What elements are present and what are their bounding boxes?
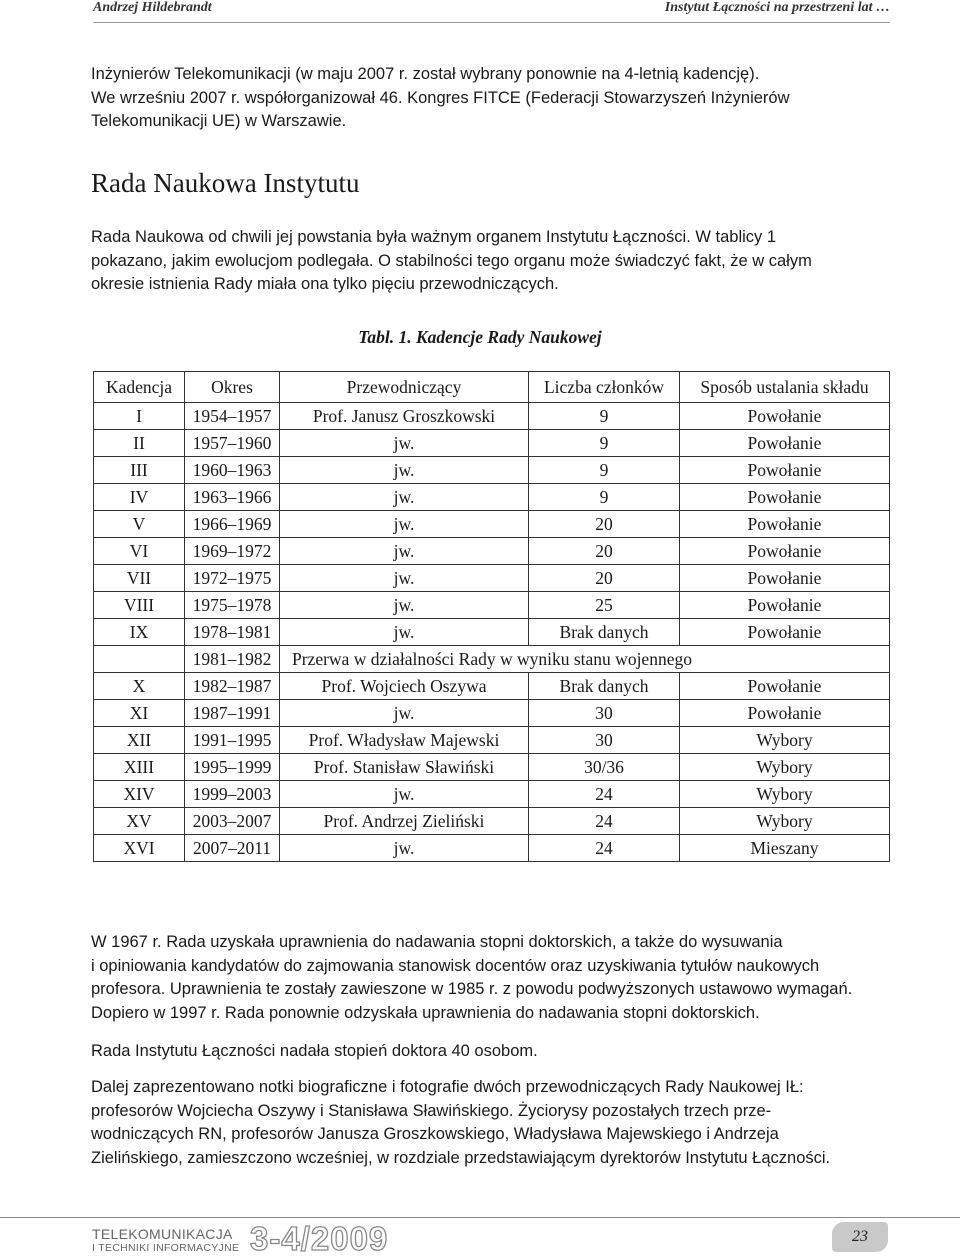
intro-paragraph [91,63,891,134]
cell-kadencja: XII [94,727,185,754]
paragraph-line: profesora. Uprawnienia te zostały zawieszone w 1985 r. z powodu podwyższonych ustawowo wymagań. [91,980,853,998]
column-header: Okres [185,372,280,403]
paragraph-line: wodniczących RN, profesorów Janusza Groszkowskiego, Władysława Majewskiego i Andrzeja [91,1125,779,1143]
cell-kadencja: X [94,673,185,700]
cell-okres: 2003–2007 [185,808,280,835]
cell-okres: 1975–1978 [185,592,280,619]
cell-kadencja: III [94,457,185,484]
issue-number: 3-4/2009 [250,1220,389,1257]
table-row [94,835,890,862]
cell-kadencja: I [94,403,185,430]
cell-okres: 1982–1987 [185,673,280,700]
cell-sposob: Mieszany [680,835,890,862]
cell-liczba: 25 [529,592,680,619]
page-footer [0,1210,960,1256]
table-header-row [94,372,890,403]
table-row [94,457,890,484]
cell-przewodniczacy: jw. [280,565,529,592]
cell-przewodniczacy: jw. [280,511,529,538]
cell-kadencja: VI [94,538,185,565]
section-paragraph [91,226,891,297]
cell-liczba: 24 [529,835,680,862]
cell-okres: 1960–1963 [185,457,280,484]
cell-kadencja: VIII [94,592,185,619]
cell-liczba: 24 [529,781,680,808]
cell-kadencja: IV [94,484,185,511]
cell-liczba: 20 [529,511,680,538]
paragraph-line: okresie istnienia Rady miała ona tylko pięciu przewodniczących. [91,275,559,293]
column-header: Kadencja [94,372,185,403]
table-row [94,484,890,511]
paragraph-line: Dalej zaprezentowano notki biograficzne i fotografie dwóch przewodniczących Rady Naukowej IŁ: [91,1078,804,1096]
column-header: Liczba członków [529,372,680,403]
cell-kadencja: VII [94,565,185,592]
cell-sposob: Powołanie [680,565,890,592]
table-row [94,592,890,619]
header-author: Andrzej Hildebrandt [93,0,212,15]
publication-subtitle: I TECHNIKI INFORMACYJNE [92,1242,240,1254]
cell-kadencja: XI [94,700,185,727]
paragraph-line: i opiniowania kandydatów do zajmowania stanowisk docentów oraz uzyskiwania tytułów naukowych [91,956,820,975]
cell-kadencja: XV [94,808,185,835]
cell-przewodniczacy: jw. [280,538,529,565]
cell-okres: 1954–1957 [185,403,280,430]
running-header [93,0,890,22]
cell-kadencja: V [94,511,185,538]
cell-przewodniczacy: jw. [280,592,529,619]
cell-okres: 1978–1981 [185,619,280,646]
table-row [94,538,890,565]
cell-kadencja: II [94,430,185,457]
cell-okres: 1991–1995 [185,727,280,754]
paragraph-biografie [91,1076,891,1170]
cell-liczba: 9 [529,430,680,457]
paragraph-uprawnienia [91,931,891,1025]
paragraph-doktoraty [91,1040,891,1064]
cell-przewodniczacy: jw. [280,781,529,808]
cell-sposob: Powołanie [680,484,890,511]
page-number: 23 [852,1228,868,1245]
cell-okres: 1966–1969 [185,511,280,538]
table-row [94,619,890,646]
cell-liczba: 20 [529,565,680,592]
table-row [94,781,890,808]
cell-okres: 1987–1991 [185,700,280,727]
table-row [94,727,890,754]
table-row [94,430,890,457]
table-caption: Tabl. 1. Kadencje Rady Naukowej [358,327,602,347]
cell-przewodniczacy: jw. [280,430,529,457]
cell-przewodniczacy: jw. [280,700,529,727]
table-row [94,700,890,727]
cell-sposob: Powołanie [680,511,890,538]
cell-przewodniczacy: jw. [280,619,529,646]
cell-przewodniczacy: jw. [280,484,529,511]
cell-sposob: Wybory [680,754,890,781]
table-row [94,511,890,538]
cell-przewodniczacy: Prof. Wojciech Oszywa [280,673,529,700]
cell-kadencja: XVI [94,835,185,862]
cell-przewodniczacy: Prof. Janusz Groszkowski [280,403,529,430]
section-heading: Rada Naukowa Instytutu [91,168,360,198]
cell-sposob: Powołanie [680,403,890,430]
paragraph-line: Rada Naukowa od chwili jej powstania była ważnym organem Instytutu Łączności. W tablicy 1 [91,228,777,246]
cell-liczba: 20 [529,538,680,565]
cell-sposob: Powołanie [680,673,890,700]
cell-sposob: Powołanie [680,457,890,484]
cell-przewodniczacy: jw. [280,835,529,862]
paragraph-line: pokazano, jakim ewolucjom podlegała. O stabilności tego organu może świadczyć fakt, że w całym [91,251,812,270]
cell-sposob: Wybory [680,781,890,808]
cell-sposob: Powołanie [680,430,890,457]
cell-liczba: Brak danych [529,619,680,646]
cell-przewodniczacy: Prof. Stanisław Sławiński [280,754,529,781]
cell-przewodniczacy: Prof. Andrzej Zieliński [280,808,529,835]
column-header: Sposób ustalania składu [680,372,890,403]
cell-sposob: Wybory [680,727,890,754]
paragraph-line: Dopiero w 1997 r. Rada ponownie odzyskała uprawnienia do nadawania stopni doktorskich. [91,1003,760,1022]
paragraph-line: Zielińskiego, zamieszczono wcześniej, w rozdziale przedstawiającym dyrektorów Instytutu Łączności. [91,1148,831,1167]
cell-sposob: Powołanie [680,538,890,565]
table-row-break [94,646,890,673]
footer-divider [0,1217,960,1218]
kadencje-table [93,371,890,862]
cell-liczba: 30 [529,700,680,727]
cell-liczba: 9 [529,403,680,430]
cell-liczba: 30 [529,727,680,754]
table-row [94,808,890,835]
cell-liczba: 30/36 [529,754,680,781]
intro-line: Inżynierów Telekomunikacji (w maju 2007 r. został wybrany ponownie na 4-letnią kadencję). [91,65,760,83]
cell-liczba: Brak danych [529,673,680,700]
intro-line: Telekomunikacji UE) w Warszawie. [91,112,347,130]
cell-okres: 1995–1999 [185,754,280,781]
cell-break-note: Przerwa w działalności Rady w wyniku stanu wojennego [280,646,890,673]
cell-kadencja: IX [94,619,185,646]
publication-name: TELEKOMUNIKACJA [92,1226,233,1242]
paragraph-line: Rada Instytutu Łączności nadała stopień doktora 40 osobom. [91,1042,538,1060]
cell-okres: 2007–2011 [185,835,280,862]
cell-sposob: Powołanie [680,592,890,619]
paragraph-line: profesorów Wojciecha Oszywy i Stanisława Sławińskiego. Życiorysy pozostałych trzech prze- [91,1101,772,1120]
cell-liczba: 24 [529,808,680,835]
cell-okres: 1969–1972 [185,538,280,565]
cell-kadencja-empty [94,646,185,673]
cell-okres: 1972–1975 [185,565,280,592]
cell-okres: 1963–1966 [185,484,280,511]
cell-okres: 1999–2003 [185,781,280,808]
table-row [94,403,890,430]
table-row [94,754,890,781]
cell-kadencja: XIII [94,754,185,781]
cell-liczba: 9 [529,484,680,511]
cell-sposob: Powołanie [680,619,890,646]
table-row [94,565,890,592]
column-header: Przewodniczący [280,372,529,403]
cell-kadencja: XIV [94,781,185,808]
page-number-badge [832,1222,888,1252]
cell-sposob: Wybory [680,808,890,835]
table-row [94,673,890,700]
cell-przewodniczacy: jw. [280,457,529,484]
cell-okres: 1981–1982 [185,646,280,673]
header-divider [93,22,890,23]
header-title: Instytut Łączności na przestrzeni lat … [664,0,890,15]
intro-line: We wrześniu 2007 r. współorganizował 46. Kongres FITCE (Federacji Stowarzyszeń Inżynierów [91,88,790,107]
cell-sposob: Powołanie [680,700,890,727]
cell-okres: 1957–1960 [185,430,280,457]
cell-przewodniczacy: Prof. Władysław Majewski [280,727,529,754]
paragraph-line: W 1967 r. Rada uzyskała uprawnienia do nadawania stopni doktorskich, a także do wysuwania [91,933,783,951]
cell-liczba: 9 [529,457,680,484]
